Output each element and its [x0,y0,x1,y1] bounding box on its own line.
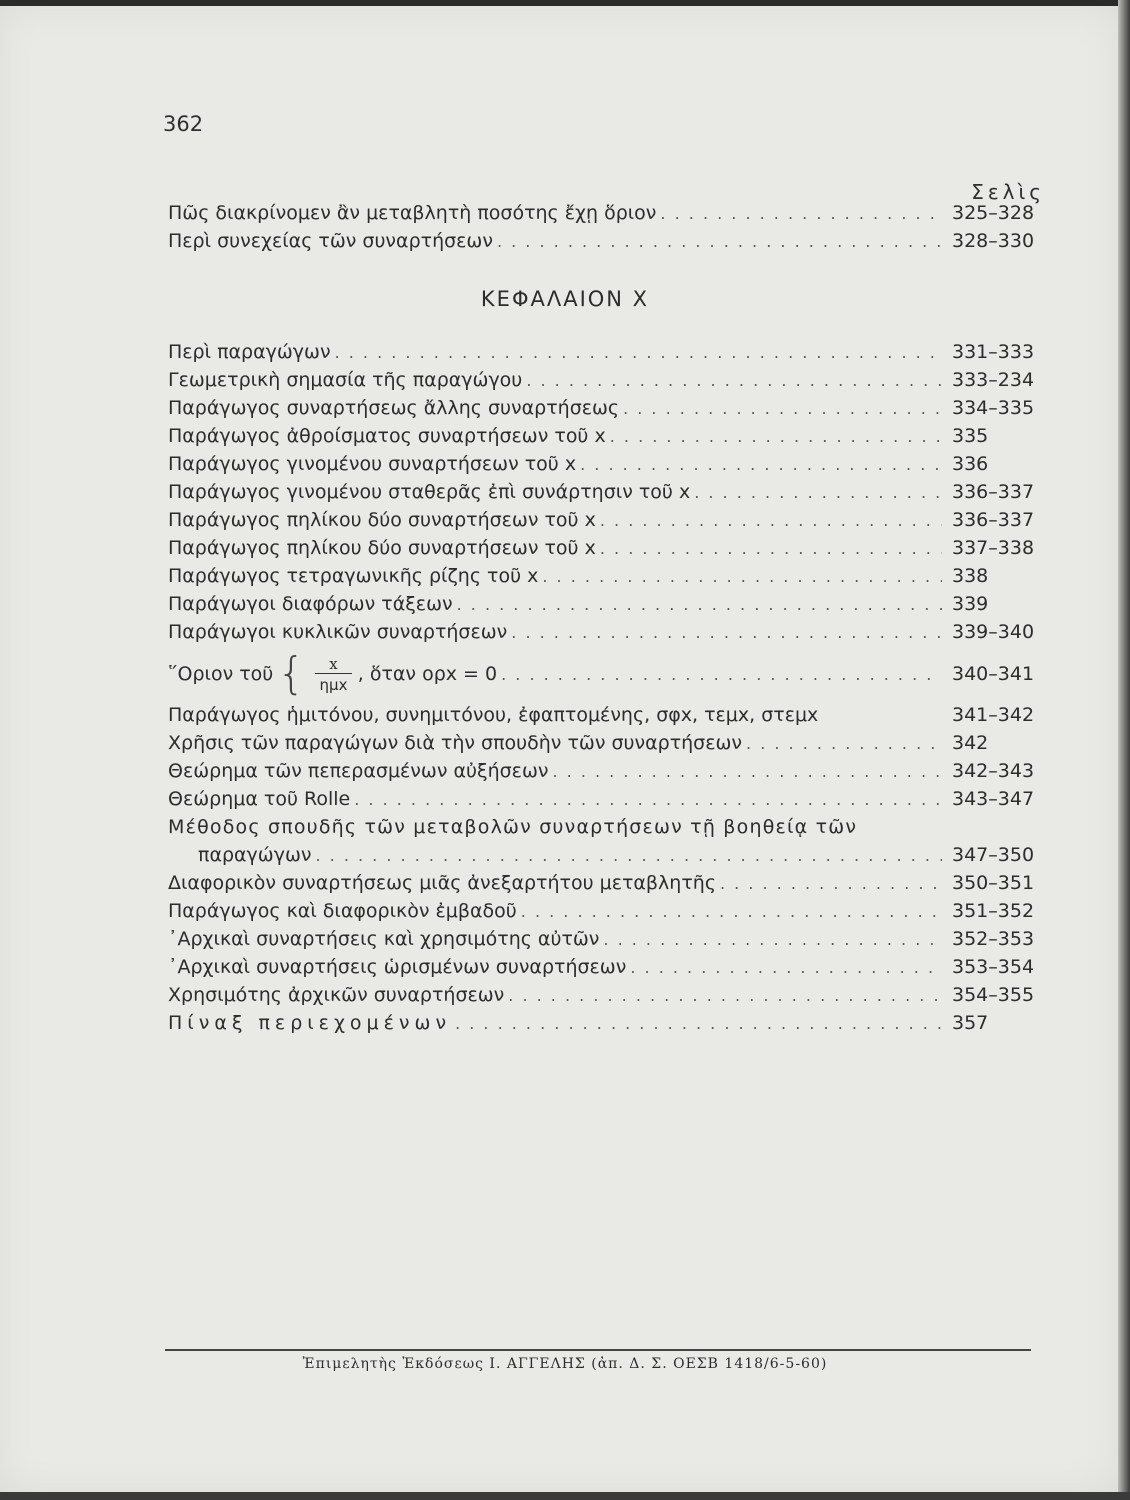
toc-entry-pages: 337–338 [952,537,1035,559]
fraction [315,655,351,694]
toc-entry-pages: 351–352 [952,900,1035,922]
toc-entry-title: ᾿Αρχικαὶ συναρτήσεις ὡρισμένων συναρτήσεων [168,956,627,978]
leader-dots [660,204,942,223]
leader-dots [630,958,942,977]
toc-entry [168,341,1048,369]
fraction-denominator: ημx [319,675,348,694]
leader-dots [623,399,942,418]
toc-entry-title: Παράγωγοι διαφόρων τάξεων [168,593,453,615]
toc-entry-pages: 357 [952,1012,989,1034]
leader-dots [720,874,942,893]
toc-entry-pages: 342–343 [952,760,1035,782]
toc-entry-pages: 336–337 [952,509,1035,531]
toc-entry-title: Παράγωγος ἡμιτόνου, συνημιτόνου, ἐφαπτομένης, σφx, τεμx, στεμx [168,704,819,726]
toc-entry-pages: 354–355 [952,984,1035,1006]
toc-entry-title: Πίναξ περιεχομένων [168,1012,452,1034]
leader-dots [497,232,942,251]
toc-entry-title-line1: Μέθοδος σπουδῆς τῶν μεταβολῶν συναρτήσεων τῇ βοηθείᾳ τῶν [168,816,858,838]
toc-entry-title: Παράγωγος τετραγωνικῆς ρίζης τοῦ x [168,565,539,587]
toc-entry-pages: 328–330 [952,230,1035,252]
page-edge-bottom [0,1492,1130,1500]
leader-dots [694,483,942,502]
toc-entry [168,788,1048,816]
toc-entry-pages: 339 [952,593,989,615]
toc-entry [168,453,1048,481]
toc-entry-pages: 347–350 [952,844,1035,866]
brace-icon: { [277,648,306,699]
toc-entry-pages: 333–234 [952,369,1035,391]
leader-dots [354,790,942,809]
leader-dots [521,902,942,921]
toc-entry-title: Γεωμετρικὴ σημασία τῆς παραγώγου [168,369,523,391]
toc-entry-title: Πῶς διακρίνομεν ἂν μεταβλητὴ ποσότης ἔχῃ ὅριον [168,202,657,224]
toc-entry-title: Θεώρημα τοῦ Rolle [168,788,351,810]
toc-entry [168,537,1048,565]
leader-dots [511,623,942,642]
toc-entry-pages: 331–333 [952,341,1035,363]
toc-entry-title-line2: παραγώγων [198,844,312,866]
toc-entry-title: Παράγωγος καὶ διαφορικὸν ἐμβαδοῦ [168,900,517,922]
leader-dots [526,371,942,390]
toc-entry-title: ᾿Αρχικαὶ συναρτήσεις καὶ χρησιμότης αὐτῶν [168,928,600,950]
leader-dots [335,343,942,362]
toc-entry [168,202,1048,230]
toc-entry-pages: 342 [952,732,989,754]
toc-entry-pages: 343–347 [952,788,1035,810]
toc-entry-pages: 335 [952,425,989,447]
toc-entry-title: Παράγωγος πηλίκου δύο συναρτήσεων τοῦ x [168,509,596,531]
toc-entry-pages: 350–351 [952,872,1035,894]
toc-entry-pages: 336 [952,453,989,475]
printer-footer: Ἐπιμελητὴς Ἐκδόσεως Ι. ΑΓΓΕΛΗΣ (ἀπ. Δ. Σ. ΟΕΣΒ 1418/6-5-60) [302,1356,828,1372]
toc-entry-pages: 339–340 [952,621,1035,643]
fraction-numerator: x [315,655,351,674]
toc-entry [168,704,1048,732]
toc-entry-title: Παράγωγος γινομένου σταθερᾶς ἐπὶ συνάρτησιν τοῦ x [168,481,691,503]
toc-entry [168,369,1048,397]
toc-entry [168,984,1048,1012]
formula-suffix: , ὅταν ορx = 0 [357,663,498,685]
toc-entry [168,593,1048,621]
leader-dots [315,846,942,865]
toc-entry-pages: 340–341 [952,663,1035,685]
leader-dots [457,595,942,614]
leader-dots [552,762,942,781]
toc-entry [168,760,1048,788]
toc-entry-title: Παράγωγος ἀθροίσματος συναρτήσεων τοῦ x [168,425,606,447]
leader-dots [600,511,942,530]
toc-entry [168,621,1048,649]
leader-dots [610,427,942,446]
leader-dots [508,986,942,1005]
leader-dots [603,930,942,949]
toc-entry-pages: 336–337 [952,481,1035,503]
toc-entry [168,397,1048,425]
toc-entry-pages: 338 [952,565,989,587]
toc-entry [168,509,1048,537]
footer-rule [165,1349,1031,1351]
toc-entry [168,900,1048,928]
leader-dots [542,567,942,586]
toc-entry-pages: 341–342 [952,704,1035,726]
toc-entry-title: Παράγωγος συναρτήσεως ἄλλης συναρτήσεως [168,397,620,419]
toc-entry-title: Διαφορικὸν συναρτήσεως μιᾶς ἀνεξαρτήτου μεταβλητῆς [168,872,716,894]
toc-entry-title: Χρησιμότης ἀρχικῶν συναρτήσεων [168,984,505,1006]
toc-entry [168,230,1048,258]
toc-entry-title: Παράγωγος πηλίκου δύο συναρτήσεων τοῦ x [168,537,596,559]
formula-prefix: ῞Οριον τοῦ [168,663,274,685]
page-edge-right [1118,0,1130,1500]
toc-entry [168,732,1048,760]
toc-entry-title: Παράγωγος γινομένου συναρτήσεων τοῦ x [168,453,577,475]
leader-dots [455,1014,942,1033]
toc-entry-title: Παράγωγοι κυκλικῶν συναρτήσεων [168,621,508,643]
chapter-title: ΚΕΦΑΛΑΙΟΝ Χ [480,287,650,311]
leader-dots [746,734,942,753]
toc-entry-pages: 325–328 [952,202,1035,224]
toc-entry [168,481,1048,509]
page-number: 362 [163,112,204,136]
toc-entry-title: Θεώρημα τῶν πεπερασμένων αὐξήσεων [168,760,549,782]
toc-entry-title: Χρῆσις τῶν παραγώγων διὰ τὴν σπουδὴν τῶν συναρτήσεων [168,732,743,754]
toc-entry [168,425,1048,453]
pages-column-heading: Σελὶς [971,180,1045,204]
toc-entry-title: Περὶ συνεχείας τῶν συναρτήσεων [168,230,493,252]
toc-entry-pages: 353–354 [952,956,1035,978]
toc-entry-pages: 334–335 [952,397,1035,419]
toc-entry-title: Περὶ παραγώγων [168,341,331,363]
toc-entry-formula [168,648,1048,700]
toc-entry [168,1012,1048,1040]
leader-dots [600,539,942,558]
toc-entry [168,928,1048,956]
toc-entry [168,565,1048,593]
leader-dots [501,665,942,684]
toc-entry-pages: 352–353 [952,928,1035,950]
toc-entry [168,956,1048,984]
leader-dots [580,455,942,474]
toc-entry [168,872,1048,900]
toc-entry [198,844,1048,872]
